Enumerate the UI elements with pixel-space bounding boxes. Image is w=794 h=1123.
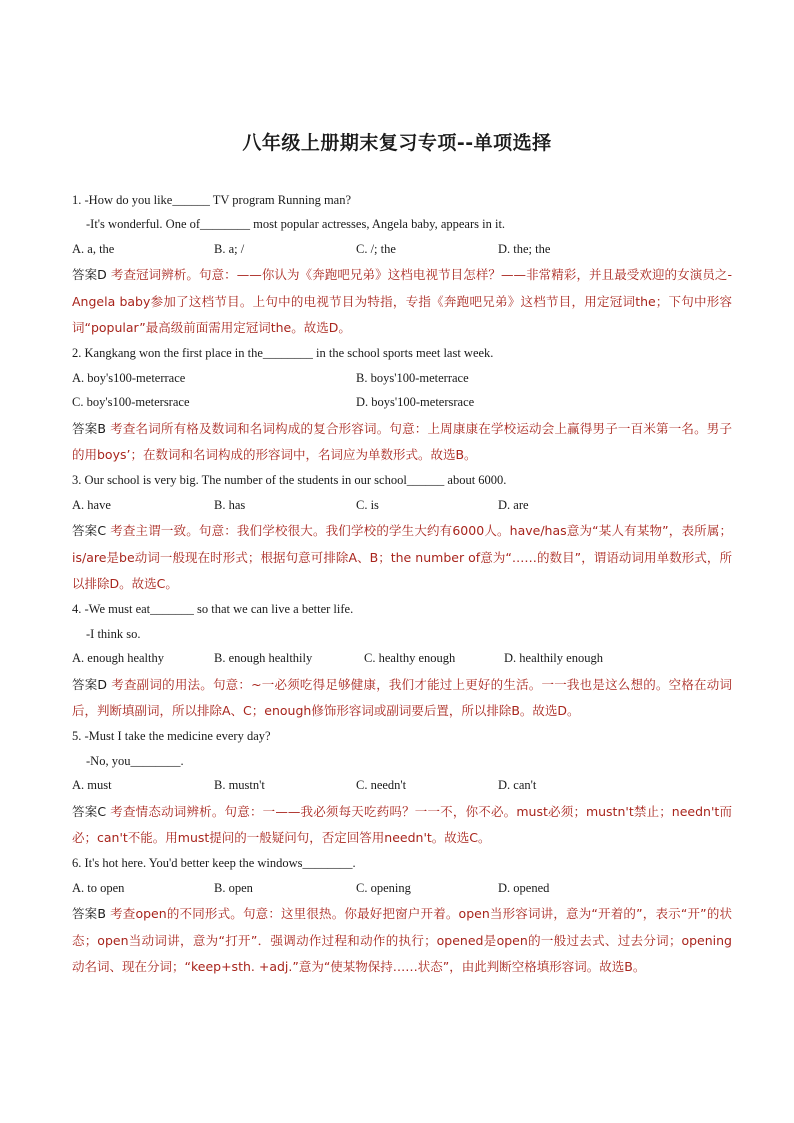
option-d[interactable]: D. the; the [498,241,551,256]
answer-text: 考查情态动词辨析。句意：一——我必须每天吃药吗？一一不，你不必。must必须；mustn't禁止；needn't而必；can't不能。用must提问的一般疑问句，否定回答用needn't。故选C。 [72,803,732,845]
options-row [72,366,732,390]
answer-explanation [72,416,732,469]
question-stem: 2. Kangkang won the first place in the________ in the school sports meet last week. [72,346,494,361]
option-b[interactable]: B. boys'100-meterrace [356,370,469,385]
option-a[interactable]: A. have [72,497,111,512]
question-stem-line: -No, you________. [86,753,184,768]
options-row [72,237,732,261]
answer-text: 考查主谓一致。句意：我们学校很大。我们学校的学生大约有6000人。have/has意为“某人有某物”，表所属；is/are是be动词一般现在时形式；根据句意可排除A、B；the number of意为“……的数目”，谓语动词用单数形式，所以排除D。故选C。 [72,523,732,591]
answer-text: 考查副词的用法。句意：~一必须吃得足够健康，我们才能过上更好的生活。一一我也是这么想的。空格在动词后，判断填副词，所以排除A、C；enough修饰形容词或副词要后置，所以排除B。故选D。 [72,676,732,718]
option-b[interactable]: B. open [214,880,253,895]
option-c[interactable]: C. is [356,497,379,512]
answer-label: 答案D [72,267,111,283]
options-row [72,390,732,414]
options-row [72,646,732,670]
option-d[interactable]: D. healthily enough [504,651,603,666]
option-a[interactable]: A. a, the [72,241,115,256]
question-list [72,188,732,980]
answer-text: 考查冠词辨析。句意：——你认为《奔跑吧兄弟》这档电视节目怎样？——非常精彩，并且最受欢迎的女演员之- Angela baby参加了这档节目。上句中的电视节目为特指，专指《奔跑吧兄弟》这档节目，用定冠词the；下句中形容词“popular”最高级前面需用定冠词the。故选D。 [72,267,733,335]
option-c[interactable]: C. /; the [356,241,396,256]
answer-label: 答案B [72,420,111,436]
answer-text: 考查open的不同形式。句意：这里很热。你最好把窗户开着。open当形容词讲，意为“开着的”，表示“开”的状态；open当动词讲，意为“打开”．强调动作过程和动作的执行；opened是open的一般过去式、过去分词；opening动名词、现在分词；“keep+sth. +adj.”意为“使某物保持……状态”，由此判断空格填形容词。故选B。 [72,906,732,974]
option-b[interactable]: B. a; / [214,241,245,256]
answer-explanation [72,262,732,341]
answer-label: 答案B [72,906,111,922]
question-stem: 6. It's hot here. You'd better keep the windows________. [72,856,356,871]
option-c[interactable]: C. needn't [356,778,407,793]
answer-text: 考查名词所有格及数词和名词构成的复合形容词。句意：上周康康在学校运动会上赢得男子一百米第一名。男子的用boys’；在数词和名词构成的形容词中，名词应为单数形式。故选B。 [72,420,732,462]
option-a[interactable]: A. must [72,778,112,793]
question-block [72,188,732,341]
options-row [72,773,732,797]
question-stem-line: -It's wonderful. One of________ most popular actresses, Angela baby, appears in it. [86,217,506,232]
option-a[interactable]: A. enough healthy [72,651,164,666]
answer-explanation [72,901,732,980]
question-block [72,468,732,597]
question-block [72,724,732,851]
option-b[interactable]: B. has [214,497,246,512]
option-a[interactable]: A. boy's100-meterrace [72,370,186,385]
question-block [72,341,732,468]
options-row [72,493,732,517]
question-stem: 5. -Must I take the medicine every day? [72,729,271,744]
question-block [72,597,732,724]
option-b[interactable]: B. mustn't [214,778,265,793]
question-stem: 4. -We must eat_______ so that we can live a better life. [72,602,354,617]
question-stem: 3. Our school is very big. The number of the students in our school______ about 6000. [72,473,507,488]
answer-explanation [72,799,732,852]
answer-label: 答案C [72,523,111,539]
option-d[interactable]: D. opened [498,880,550,895]
option-c[interactable]: C. opening [356,880,411,895]
option-c[interactable]: C. boy's100-metersrace [72,395,190,410]
answer-label: 答案C [72,803,111,819]
answer-explanation [72,672,732,725]
page-title: 八年级上册期末复习专项--单项选择 [242,132,552,154]
option-d[interactable]: D. boys'100-metersrace [356,395,475,410]
question-block [72,851,732,980]
question-stem: 1. -How do you like______ TV program Running man? [72,193,352,207]
options-row [72,876,732,900]
option-a[interactable]: A. to open [72,880,125,895]
answer-label: 答案D [72,676,112,692]
option-c[interactable]: C. healthy enough [364,651,456,666]
answer-explanation [72,518,732,597]
option-d[interactable]: D. can't [498,778,537,793]
option-d[interactable]: D. are [498,497,529,512]
question-stem-line: -I think so. [86,626,141,641]
option-b[interactable]: B. enough healthily [214,651,313,666]
